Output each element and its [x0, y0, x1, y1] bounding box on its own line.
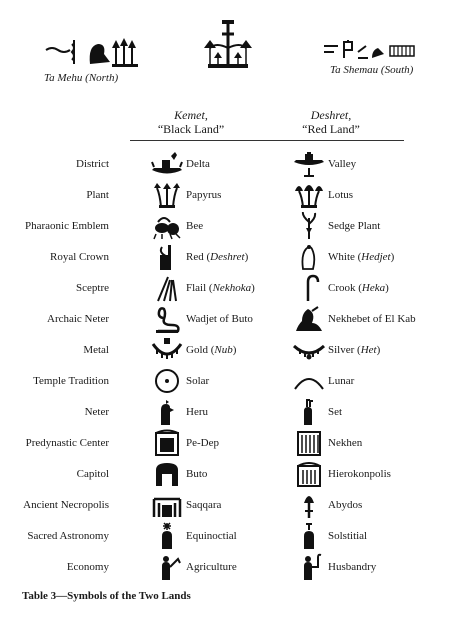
table-row: [0, 522, 474, 553]
farmer-glyph-icon: [150, 553, 184, 581]
deshret-value: Valley: [328, 158, 357, 170]
kemet-value: Papyrus: [186, 189, 222, 201]
center-emblem-glyph: [200, 18, 256, 70]
star-goddess-glyph-icon: [150, 522, 184, 550]
kemet-value: Gold (Nub): [186, 344, 237, 356]
category-label: Plant: [86, 189, 109, 201]
boat-crown-glyph-icon: [292, 150, 326, 178]
kemet-value: Saqqara: [186, 499, 222, 511]
buto-shrine-glyph-icon: [150, 460, 184, 488]
deshret-name: Deshret,: [310, 108, 352, 122]
category-label: Predynastic Center: [25, 437, 109, 449]
table-row: [0, 150, 474, 181]
table-row: [0, 243, 474, 274]
north-hieroglyphs: [44, 36, 144, 70]
vulture-glyph-icon: [292, 305, 326, 333]
kemet-name: Kemet,: [174, 108, 208, 122]
crook-glyph-icon: [292, 274, 326, 302]
category-label: Archaic Neter: [47, 313, 109, 325]
deshret-value: Set: [328, 406, 343, 418]
gold-collar-glyph-icon: [150, 336, 184, 364]
table-row: [0, 336, 474, 367]
deshret-value: White (Hedjet): [328, 251, 395, 263]
deshret-value: Abydos: [328, 499, 363, 511]
moon-crescent-glyph-icon: [292, 367, 326, 395]
deshret-value: Sedge Plant: [328, 220, 381, 232]
table-row: [0, 429, 474, 460]
star-god-glyph-icon: [292, 522, 326, 550]
header-rule: [130, 140, 404, 141]
set-god-glyph-icon: [292, 398, 326, 426]
table-row: [0, 305, 474, 336]
lotus-glyph-icon: [292, 181, 326, 209]
category-label: Ancient Necropolis: [23, 499, 109, 511]
category-label: Pharaonic Emblem: [24, 220, 109, 232]
kemet-value: Solar: [186, 375, 210, 387]
kemet-desc: “Black Land”: [157, 122, 225, 136]
category-label: Sacred Astronomy: [27, 530, 109, 542]
table-row: [0, 398, 474, 429]
kemet-value: Heru: [186, 406, 208, 418]
papyrus-glyph-icon: [150, 181, 184, 209]
falcon-god-glyph-icon: [150, 398, 184, 426]
deshret-value: Hierokonpolis: [328, 468, 391, 480]
deshret-value: Lotus: [328, 189, 354, 201]
kemet-column-header: [126, 108, 256, 136]
boat-shrine-glyph-icon: [150, 150, 184, 178]
flail-glyph-icon: [150, 274, 184, 302]
deshret-value: Nekhebet of El Kab: [328, 313, 416, 325]
table-row: [0, 274, 474, 305]
kemet-value: Buto: [186, 468, 208, 480]
white-crown-glyph-icon: [292, 243, 326, 271]
table-row: [0, 181, 474, 212]
kemet-value: Delta: [186, 158, 210, 170]
palace-facade-glyph-icon: [292, 429, 326, 457]
deshret-value: Solstitial: [328, 530, 368, 542]
deshret-value: Silver (Het): [328, 344, 381, 356]
red-crown-glyph-icon: [150, 243, 184, 271]
table-row: [0, 491, 474, 522]
south-label: Ta Shemau (South): [330, 64, 414, 76]
herdsman-glyph-icon: [292, 553, 326, 581]
table-row: [0, 460, 474, 491]
deshret-value: Husbandry: [328, 561, 377, 573]
kemet-value: Pe-Dep: [186, 437, 219, 449]
category-label: Metal: [83, 344, 109, 356]
category-label: District: [76, 158, 109, 170]
deshret-desc: “Red Land”: [302, 122, 360, 136]
shrine-glyph-icon: [150, 429, 184, 457]
kemet-value: Equinoctial: [186, 530, 237, 542]
kemet-value: Flail (Nekhoka): [186, 282, 255, 294]
deshret-value: Lunar: [328, 375, 355, 387]
kemet-value: Agriculture: [186, 561, 237, 573]
bee-glyph-icon: [150, 212, 184, 240]
category-label: Sceptre: [76, 282, 109, 294]
cobra-glyph-icon: [150, 305, 184, 333]
silver-collar-glyph-icon: [292, 336, 326, 364]
necropolis-glyph-icon: [150, 491, 184, 519]
kemet-value: Red (Deshret): [186, 251, 249, 263]
deshret-column-header: [266, 108, 396, 136]
table-row: [0, 553, 474, 584]
category-label: Economy: [66, 561, 109, 573]
table-caption: Table 3—Symbols of the Two Lands: [22, 590, 191, 602]
north-label: Ta Mehu (North): [44, 72, 119, 84]
table-row: [0, 367, 474, 398]
sun-disk-glyph-icon: [150, 367, 184, 395]
nekhen-shrine-glyph-icon: [292, 460, 326, 488]
south-hieroglyphs: [322, 38, 416, 62]
category-label: Neter: [84, 406, 109, 418]
category-label: Royal Crown: [50, 251, 109, 263]
fetish-glyph-icon: [292, 491, 326, 519]
table-row: [0, 212, 474, 243]
kemet-value: Wadjet of Buto: [186, 313, 253, 325]
deshret-value: Crook (Heka): [328, 282, 389, 294]
kemet-value: Bee: [186, 220, 204, 232]
category-label: Capitol: [76, 468, 109, 480]
category-label: Temple Tradition: [33, 375, 109, 387]
sedge-glyph-icon: [292, 212, 326, 240]
deshret-value: Nekhen: [328, 437, 363, 449]
